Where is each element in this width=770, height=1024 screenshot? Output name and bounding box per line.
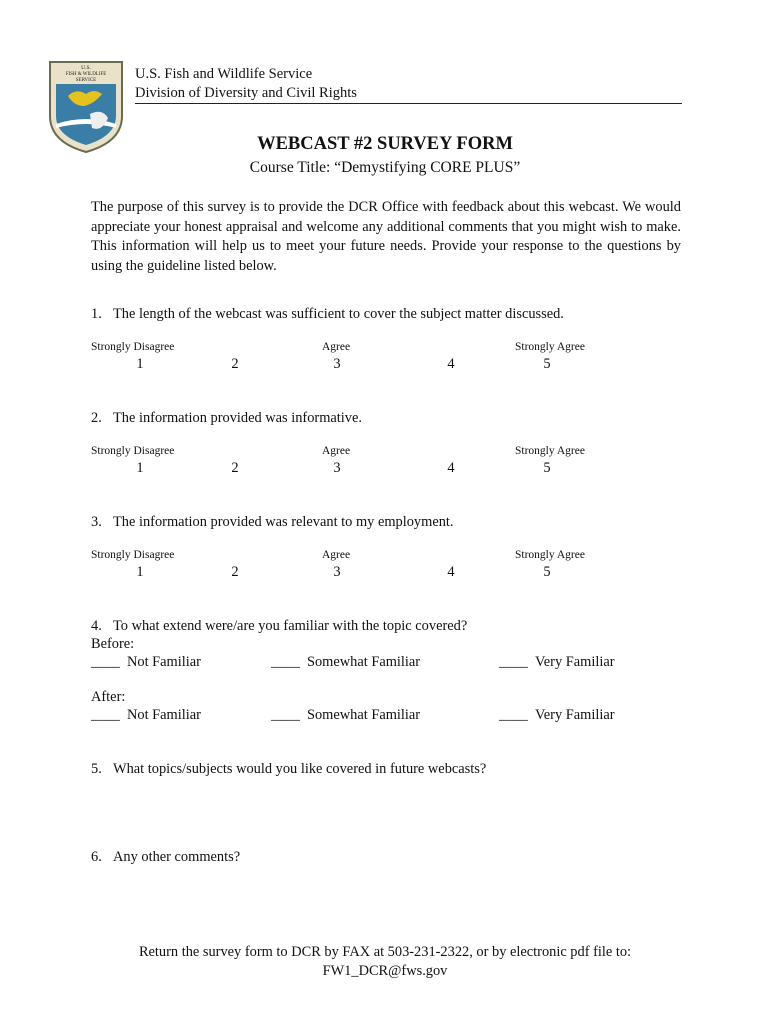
scale-low-label: Strongly Disagree <box>91 445 175 457</box>
rating-option-4[interactable]: 4 <box>447 460 455 476</box>
question-text: The information provided was informative. <box>113 410 362 426</box>
question-number: 3. <box>91 514 102 530</box>
rating-option-2[interactable]: 2 <box>231 356 239 372</box>
question-text: The length of the webcast was sufficient to cover the subject matter discussed. <box>113 306 564 322</box>
rating-option-3[interactable]: 3 <box>333 356 341 372</box>
rating-option-2[interactable]: 2 <box>231 460 239 476</box>
return-instructions <box>0 943 770 981</box>
agency-name: U.S. Fish and Wildlife Service <box>135 66 313 82</box>
rating-option-5[interactable]: 5 <box>543 460 551 476</box>
question-3 <box>91 514 454 531</box>
question-number: 5. <box>91 761 102 777</box>
after-label: After: <box>91 689 126 705</box>
option-label: Somewhat Familiar <box>306 654 421 670</box>
question-text: What topics/subjects would you like covered in future webcasts? <box>113 761 487 777</box>
rating-option-5[interactable]: 5 <box>543 564 551 580</box>
question-text: Any other comments? <box>113 849 241 865</box>
question-number: 1. <box>91 306 102 322</box>
scale-low-label: Strongly Disagree <box>91 549 175 561</box>
agency-header <box>135 65 357 103</box>
before-very-familiar[interactable] <box>499 654 615 671</box>
division-name: Division of Diversity and Civil Rights <box>135 85 357 101</box>
rating-option-1[interactable]: 1 <box>136 356 144 372</box>
answer-blank[interactable]: ____ <box>91 707 120 723</box>
rating-option-2[interactable]: 2 <box>231 564 239 580</box>
svg-text:FISH & WILDLIFE: FISH & WILDLIFE <box>65 72 107 77</box>
question-number: 2. <box>91 410 102 426</box>
other-comments-answer-area[interactable] <box>113 870 683 930</box>
answer-blank[interactable]: ____ <box>499 707 528 723</box>
course-title: Course Title: “Demystifying CORE PLUS” <box>249 159 521 176</box>
option-label: Somewhat Familiar <box>306 707 421 723</box>
answer-blank[interactable]: ____ <box>91 654 120 670</box>
question-text: The information provided was relevant to my employment. <box>113 514 454 530</box>
option-label: Not Familiar <box>126 654 201 670</box>
rating-option-5[interactable]: 5 <box>543 356 551 372</box>
form-title: WEBCAST #2 SURVEY FORM <box>257 134 513 154</box>
answer-blank[interactable]: ____ <box>271 654 300 670</box>
svg-text:SERVICE: SERVICE <box>75 78 97 83</box>
rating-option-3[interactable]: 3 <box>333 460 341 476</box>
logo-lettering: U.S. <box>81 65 91 71</box>
rating-option-1[interactable]: 1 <box>136 460 144 476</box>
answer-blank[interactable]: ____ <box>499 654 528 670</box>
question-text: To what extend were/are you familiar with the topic covered? <box>113 618 468 634</box>
question-5 <box>91 761 486 778</box>
question-2 <box>91 410 362 427</box>
rating-option-4[interactable]: 4 <box>447 356 455 372</box>
future-topics-answer-area[interactable] <box>113 782 683 842</box>
rating-option-4[interactable]: 4 <box>447 564 455 580</box>
return-instructions-text: Return the survey form to DCR by FAX at 503-231-2322, or by electronic pdf file to: <box>138 944 632 960</box>
option-label: Not Familiar <box>126 707 201 723</box>
question-4 <box>91 618 467 635</box>
rating-option-3[interactable]: 3 <box>333 564 341 580</box>
return-email: FW1_DCR@fws.gov <box>322 963 448 979</box>
before-label: Before: <box>91 636 135 652</box>
answer-blank[interactable]: ____ <box>271 707 300 723</box>
scale-high-label: Strongly Agree <box>515 445 585 457</box>
before-somewhat-familiar[interactable] <box>271 654 420 671</box>
scale-mid-label: Agree <box>322 445 351 457</box>
scale-high-label: Strongly Agree <box>515 549 585 561</box>
before-not-familiar[interactable] <box>91 654 201 671</box>
option-label: Very Familiar <box>534 707 615 723</box>
scale-mid-label: Agree <box>322 341 351 353</box>
scale-low-label: Strongly Disagree <box>91 341 175 353</box>
question-1 <box>91 306 564 323</box>
intro-paragraph: The purpose of this survey is to provide the DCR Office with feedback about this webcast. We would appreciate your honest appraisal and welcome any additional comments that you might wish to make. This information will help us to meet your future needs. Provide your response to the questions by using the guideline listed below. <box>91 199 681 274</box>
after-somewhat-familiar[interactable] <box>271 707 420 724</box>
header-divider <box>135 103 682 104</box>
after-not-familiar[interactable] <box>91 707 201 724</box>
scale-high-label: Strongly Agree <box>515 341 585 353</box>
after-very-familiar[interactable] <box>499 707 615 724</box>
question-number: 4. <box>91 618 102 634</box>
question-number: 6. <box>91 849 102 865</box>
rating-option-1[interactable]: 1 <box>136 564 144 580</box>
question-6 <box>91 849 240 866</box>
scale-mid-label: Agree <box>322 549 351 561</box>
option-label: Very Familiar <box>534 654 615 670</box>
